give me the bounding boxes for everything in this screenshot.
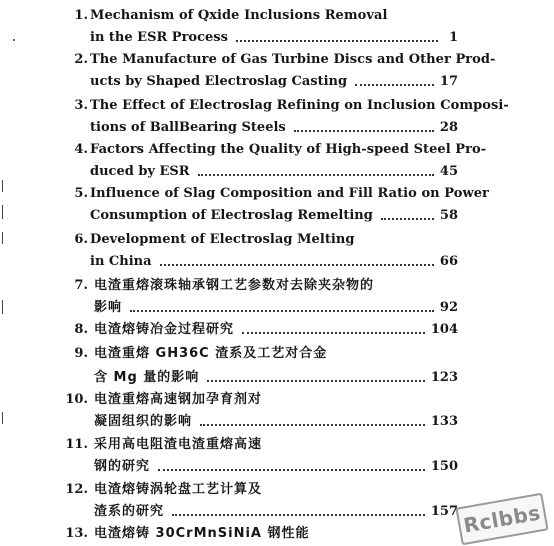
toc-entry-title-line: Influence of Slag Composition and Fill Ratio on Power [90, 186, 489, 201]
dot-leader [172, 513, 425, 516]
toc-entry-title-line: Mechanism of Qxide Inclusions Removal [90, 8, 388, 23]
toc-entry-leader-row [90, 30, 458, 46]
toc-entry-leader-row [94, 504, 458, 520]
dot-leader [236, 39, 438, 42]
toc-entry-title-line: 电渣重熔 GH36C 渣系及工艺对合金 [94, 346, 328, 361]
toc-entry-title-line: 电渣重熔高速钢加孕育剂对 [94, 392, 263, 407]
toc-page-number: 1 [448, 30, 458, 45]
toc-entry-number: 13. [65, 526, 88, 541]
dot-leader [130, 309, 434, 312]
dot-leader [242, 331, 425, 334]
toc-entry-title-line: 凝固组织的影响 [94, 414, 193, 429]
toc-entry-title-line: duced by ESR [90, 164, 190, 179]
toc-entry-leader-row [94, 370, 458, 386]
toc-entry-number: 11. [65, 437, 88, 452]
dot-leader [207, 379, 425, 382]
toc-entry-number: 1. [74, 8, 88, 23]
toc-entry-title-line: 电渣熔铸涡轮盘工艺计算及 [94, 482, 263, 497]
dot-leader [381, 217, 434, 220]
dot-leader [200, 423, 425, 426]
toc-page-number: 104 [430, 322, 458, 337]
toc-entry-leader-row [90, 120, 458, 136]
toc-entry-leader-row [94, 459, 458, 475]
toc-entry-title-line: tions of BallBearing Steels [90, 120, 286, 135]
toc-entry-number: 8. [74, 322, 88, 337]
dot-leader [355, 83, 434, 86]
toc-page-number: 28 [439, 120, 458, 135]
toc-page-number: 123 [430, 370, 458, 385]
toc-entry-title-line: 钢的研究 [94, 459, 151, 474]
toc-entry-number: 10. [65, 392, 88, 407]
toc-entry-number: 4. [74, 142, 88, 157]
toc-entry-title-line: Development of Electroslag Melting [90, 232, 355, 247]
toc-entry-title-line: in China [90, 254, 152, 269]
toc-entry-leader-row [90, 208, 458, 224]
toc-entry-leader-row [90, 74, 458, 90]
toc-page-number: 157 [430, 504, 458, 519]
toc-entry-title-line: 渣系的研究 [94, 504, 165, 519]
toc-entry-title-line: 采用高电阻渣电渣重熔高速 [94, 437, 263, 452]
toc-entry-number: 5. [74, 186, 88, 201]
toc-entry-number: 9. [74, 346, 88, 361]
toc-page-number: 150 [430, 459, 458, 474]
toc-entry-number: 7. [74, 278, 88, 293]
toc-entry-leader-row [90, 254, 458, 270]
toc-page-number: 92 [439, 300, 458, 315]
toc-page-number: 17 [439, 74, 458, 89]
dot-leader [158, 468, 425, 471]
toc-entry-title-line: 含 Mg 量的影响 [94, 370, 200, 385]
toc-entry-title-line: 影响 [94, 300, 123, 315]
toc-page-number: 133 [430, 414, 458, 429]
toc-entry-number: 12. [65, 482, 88, 497]
toc-entry-title-line: Consumption of Electroslag Remelting [90, 208, 373, 223]
toc-entry-title-line: The Effect of Electroslag Refining on Inclusion Composi- [90, 98, 509, 113]
dot-leader [198, 173, 434, 176]
watermark-text: Rclbbs [461, 500, 543, 538]
toc-entry-number: 6. [74, 232, 88, 247]
toc-entry-title-line: ucts by Shaped Electroslag Casting [90, 74, 348, 89]
toc-entry-title-line: The Manufacture of Gas Turbine Discs and Other Prod- [90, 52, 496, 67]
toc-entry-number: 2. [74, 52, 88, 67]
toc-entry-title-line: 电渣熔铸 30CrMnSiNiA 钢性能 [94, 526, 310, 541]
toc-entry-title-line: Factors Affecting the Quality of High-speed Steel Pro- [90, 142, 487, 157]
toc-entry-title-line: 电渣熔铸冶金过程研究 [94, 322, 235, 337]
toc-entry-leader-row [94, 300, 458, 316]
toc-entry-leader-row [94, 322, 458, 338]
toc-page-number: 45 [439, 164, 458, 179]
toc-entry-leader-row [90, 164, 458, 180]
toc-page-number: 58 [439, 208, 458, 223]
toc-entry-title-line: 电渣重熔滚珠轴承钢工艺参数对去除夹杂物的 [94, 278, 375, 293]
toc-entry-number: 3. [74, 98, 88, 113]
dot-leader [160, 263, 434, 266]
dot-leader [294, 129, 434, 132]
toc-page-number: 66 [439, 254, 458, 269]
toc-entry-title-line: in the ESR Process [90, 30, 228, 45]
toc-entry-leader-row [94, 414, 458, 430]
